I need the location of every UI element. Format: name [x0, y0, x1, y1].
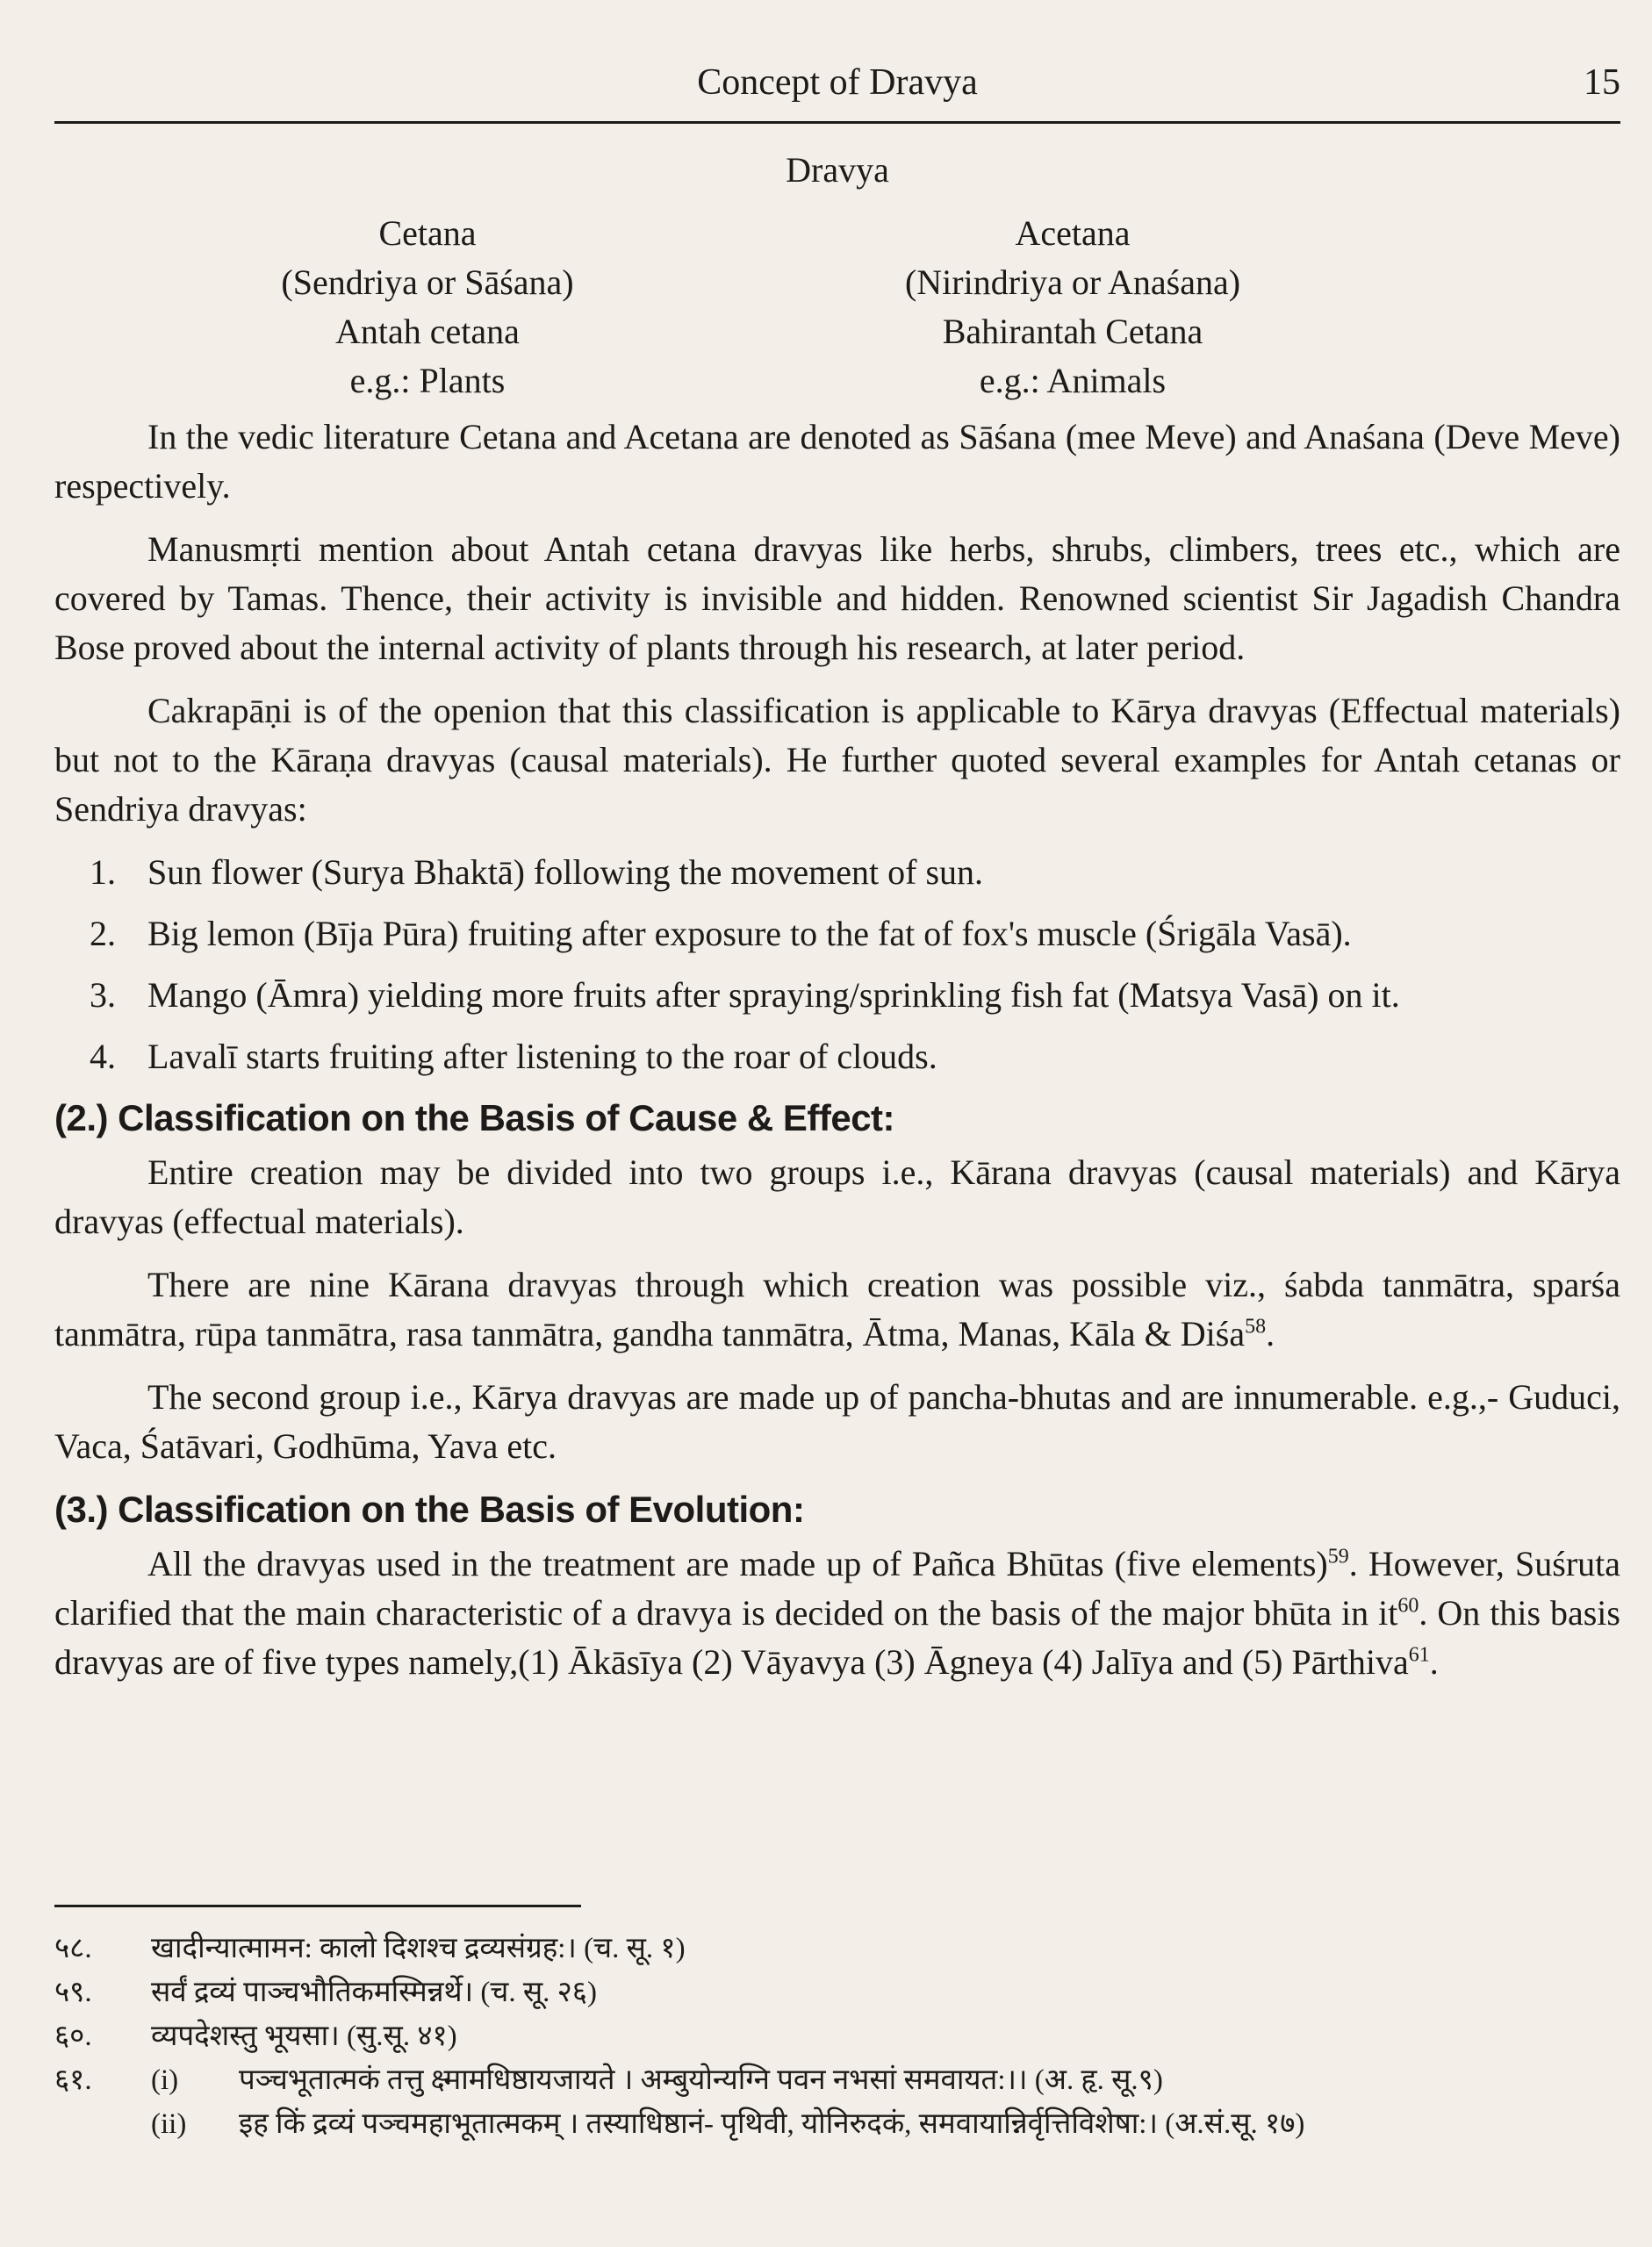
header-divider	[54, 121, 1620, 124]
paragraph: Cakrapāṇi is of the openion that this classification is applicable to Kārya dravyas (Effectual materials) but not to the Kāraṇa dravyas (causal materials). He further quoted several examples for Antah cetanas or Sendriya dravyas:	[54, 691, 1620, 829]
footnote-text: खादीन्यात्मामन: कालो दिशश्च द्रव्यसंग्रह:। (च. सू. १)	[151, 1933, 686, 1964]
footnote-text: सर्वं द्रव्यं पाञ्चभौतिकमस्मिन्नर्थे। (च. सू. २६)	[151, 1977, 597, 2008]
chapter-title: Concept of Dravya	[697, 62, 978, 103]
footnote-subnumber: (i)	[151, 2064, 179, 2096]
footnote-divider	[54, 1905, 581, 1907]
right-branch-line: (Nirindriya or Anaśana)	[904, 262, 1241, 302]
footnote-ref: 58	[1245, 1315, 1267, 1339]
list-item	[54, 971, 1620, 1020]
tree-right-branch	[590, 209, 1555, 406]
footnote-text: इह किं द्रव्यं पञ्चमहाभूतात्मकम् । तस्याधिष्ठानं- पृथिवी, योनिरुदकं, समवायान्निर्वृत्तिविशेषा:। (अ.सं.सू. १७)	[239, 2108, 1305, 2140]
footnote	[54, 2058, 1620, 2102]
footnote-subnumber: (ii)	[151, 2108, 187, 2140]
tree-root: Dravya	[786, 150, 889, 190]
footnote-ref: 59	[1327, 1545, 1349, 1569]
footnote	[54, 2102, 1620, 2146]
examples-list	[54, 848, 1620, 1081]
paragraph-text: .	[1266, 1314, 1275, 1353]
paragraph-text: There are nine Kārana dravyas through which creation was possible viz., śabda tanmātra, sparśa tanmātra, rūpa tanmātra, rasa tanmātra, gandha tanmātra, Ātma, Manas, Kāla & Diśa	[54, 1265, 1620, 1353]
list-number: 2.	[90, 914, 116, 953]
list-item	[54, 909, 1620, 958]
paragraph	[54, 1260, 1620, 1359]
list-number: 4.	[90, 1037, 116, 1076]
left-branch-line: e.g.: Plants	[349, 361, 506, 400]
paragraph: In the vedic literature Cetana and Acetana are denoted as Sāśana (mee Meve) and Anaśana (Deve Meve) respectively.	[54, 417, 1620, 506]
footnote-text: व्यपदेशस्तु भूयसा। (सु.सू. ४१)	[151, 2021, 457, 2052]
footnote	[54, 1927, 1620, 1971]
book-page	[54, 0, 1620, 2247]
section-heading: (3.) Classification on the Basis of Evolution:	[54, 1489, 805, 1530]
footnote-number: ६०.	[54, 2021, 92, 2052]
footnotes	[54, 1905, 1620, 2146]
left-branch-line: Cetana	[378, 213, 477, 253]
list-number: 3.	[90, 975, 116, 1015]
footnote-ref: 60	[1397, 1594, 1419, 1618]
footnote-number: ५८.	[54, 1933, 92, 1964]
footnote	[54, 1971, 1620, 2014]
right-branch-line: Bahirantah Cetana	[942, 312, 1203, 351]
footnote-number: ६१.	[54, 2064, 92, 2096]
footnote-ref: 61	[1408, 1643, 1430, 1667]
page-number: 15	[1584, 62, 1620, 103]
paragraph	[54, 1540, 1620, 1687]
running-header	[54, 61, 1620, 125]
paragraph-text: .	[1429, 1642, 1439, 1682]
body-text	[54, 413, 1620, 1701]
right-branch-line: e.g.: Animals	[979, 361, 1167, 400]
paragraph: Manusmṛti mention about Antah cetana dravyas like herbs, shrubs, climbers, trees etc., which are covered by Tamas. Thence, their activity is invisible and hidden. Renowned scientist Sir Jagadish Chandra Bose proved about the internal activity of plants through his research, at later period.	[54, 529, 1620, 667]
paragraph-text: . However, Suśruta clarified that the main characteristic of a dravya is decided on the basis of the major bhūta in it	[54, 1544, 1621, 1633]
list-item	[54, 1032, 1620, 1081]
list-text: Sun flower (Surya Bhaktā) following the movement of sun.	[147, 852, 984, 892]
paragraph: Entire creation may be divided into two groups i.e., Kārana dravyas (causal materials) and Kārya dravyas (effectual materials).	[54, 1152, 1620, 1241]
classification-tree	[54, 149, 1620, 404]
paragraph-text: All the dravyas used in the treatment are made up of Pañca Bhūtas (five elements)	[147, 1544, 1328, 1583]
paragraph: The second group i.e., Kārya dravyas are made up of pancha-bhutas and are innumerable. e.g.,- Guduci, Vaca, Śatāvari, Godhūma, Yava etc.	[54, 1377, 1620, 1466]
list-item	[54, 848, 1620, 897]
left-branch-line: (Sendriya or Sāśana)	[281, 262, 574, 302]
section-heading: (2.) Classification on the Basis of Cause & Effect:	[54, 1097, 895, 1138]
footnote	[54, 2014, 1620, 2058]
left-branch-line: Antah cetana	[335, 312, 520, 351]
list-text: Big lemon (Bīja Pūra) fruiting after exposure to the fat of fox's muscle (Śrigāla Vasā).	[147, 914, 1352, 953]
list-text: Lavalī starts fruiting after listening to the roar of clouds.	[147, 1037, 937, 1076]
right-branch-line: Acetana	[1015, 213, 1131, 253]
footnote-number: ५९.	[54, 1977, 92, 2008]
footnote-text: पञ्चभूतात्मकं तत्तु क्ष्मामधिष्ठायजायते । अम्बुयोन्यग्नि पवन नभसां समवायत:।। (अ. हृ. सू.९)	[239, 2064, 1163, 2096]
paragraph-text: . On this basis dravyas are of five types namely,(1) Ākāsīya (2) Vāyavya (3) Āgneya (4) Jalīya and (5) Pārthiva	[54, 1593, 1620, 1682]
list-number: 1.	[90, 852, 116, 892]
list-text: Mango (Āmra) yielding more fruits after spraying/sprinkling fish fat (Matsya Vasā) on it.	[147, 975, 1400, 1015]
